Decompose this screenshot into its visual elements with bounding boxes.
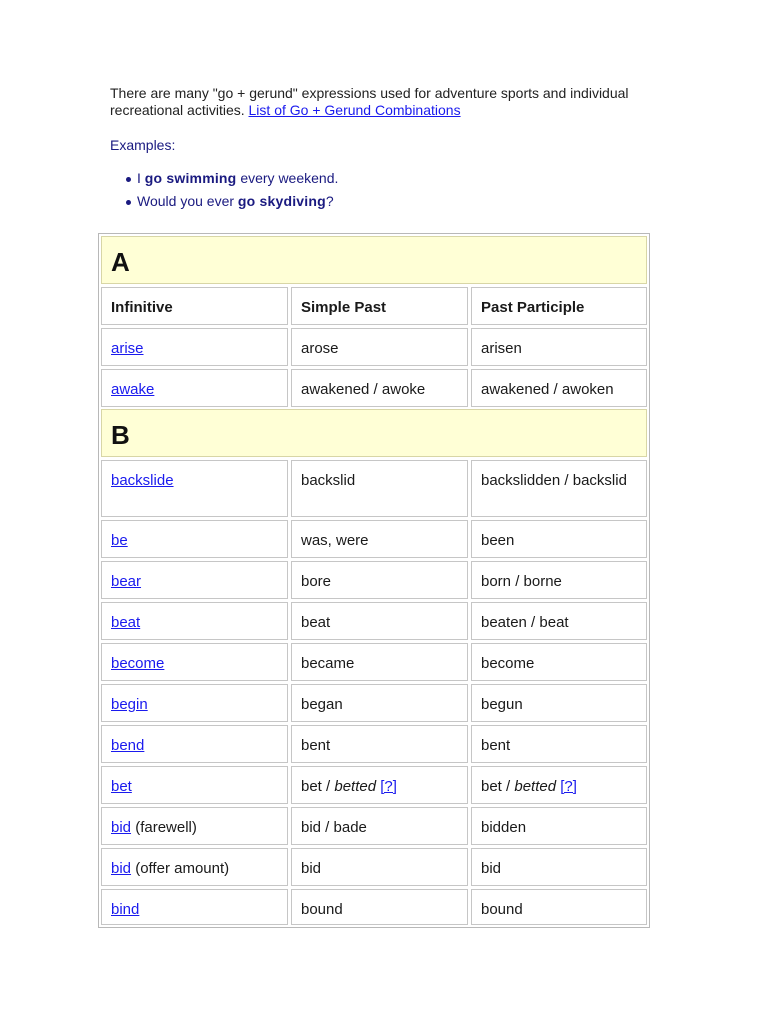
verb-link[interactable]: beat bbox=[111, 614, 141, 631]
table-row bbox=[101, 643, 647, 681]
reference-link[interactable]: [?] bbox=[560, 778, 577, 795]
past-participle-cell: bet / betted [?] bbox=[471, 766, 647, 804]
verb-note: (offer amount) bbox=[131, 860, 230, 877]
table-row bbox=[101, 725, 647, 763]
column-header-simple-past: Simple Past bbox=[291, 287, 468, 325]
simple-past-cell: arose bbox=[291, 328, 468, 366]
past-participle-cell: become bbox=[471, 643, 647, 681]
past-participle-cell: born / borne bbox=[471, 561, 647, 599]
past-participle-cell: been bbox=[471, 520, 647, 558]
examples-list bbox=[137, 170, 338, 216]
verb-link[interactable]: bet bbox=[111, 778, 132, 795]
column-header-past-participle: Past Participle bbox=[471, 287, 647, 325]
simple-past-cell: began bbox=[291, 684, 468, 722]
verb-link[interactable]: begin bbox=[111, 696, 148, 713]
table-row bbox=[101, 328, 647, 366]
intro-text: There are many "go + gerund" expressions used for adventure sports and individual recreational activities. bbox=[110, 85, 629, 118]
verb-link[interactable]: bear bbox=[111, 573, 142, 590]
verb-note: (farewell) bbox=[131, 819, 197, 836]
simple-past-cell: awakened / awoke bbox=[291, 369, 468, 407]
past-participle-cell: begun bbox=[471, 684, 647, 722]
section-header-a bbox=[101, 236, 647, 284]
reference-link[interactable]: [?] bbox=[380, 778, 397, 795]
table-row bbox=[101, 684, 647, 722]
verb-link[interactable]: become bbox=[111, 655, 165, 672]
intro-paragraph bbox=[110, 85, 650, 119]
verb-link[interactable]: backslide bbox=[111, 472, 174, 489]
past-participle-cell: bent bbox=[471, 725, 647, 763]
simple-past-cell: bent bbox=[291, 725, 468, 763]
table-row bbox=[101, 889, 647, 927]
table-row bbox=[101, 460, 647, 517]
past-participle-cell: bidden bbox=[471, 807, 647, 845]
verb-link[interactable]: bind bbox=[111, 901, 140, 918]
verb-link[interactable]: arise bbox=[111, 340, 144, 357]
past-participle-cell: backslidden / backslid bbox=[471, 460, 647, 517]
section-letter: A bbox=[101, 236, 647, 284]
column-header-row bbox=[101, 287, 647, 325]
examples-label: Examples: bbox=[110, 137, 176, 153]
verb-link[interactable]: be bbox=[111, 532, 128, 549]
section-letter: B bbox=[101, 409, 647, 457]
verb-link[interactable]: bid bbox=[111, 860, 132, 877]
simple-past-cell: bid bbox=[291, 848, 468, 886]
past-participle-cell: bid bbox=[471, 848, 647, 886]
verb-link[interactable]: bid bbox=[111, 819, 132, 836]
simple-past-cell: was, were bbox=[291, 520, 468, 558]
past-participle-cell: beaten / beat bbox=[471, 602, 647, 640]
column-header-infinitive: Infinitive bbox=[101, 287, 288, 325]
simple-past-cell: became bbox=[291, 643, 468, 681]
table-row bbox=[101, 369, 647, 407]
verb-link[interactable]: awake bbox=[111, 381, 155, 398]
example-item: I go swimming every weekend. bbox=[137, 170, 338, 193]
table-row bbox=[101, 561, 647, 599]
simple-past-cell: beat bbox=[291, 602, 468, 640]
section-header-b bbox=[101, 409, 647, 457]
table-row bbox=[101, 602, 647, 640]
example-item: Would you ever go skydiving? bbox=[137, 193, 338, 216]
simple-past-cell: bound bbox=[291, 889, 468, 925]
simple-past-cell: bet / betted [?] bbox=[291, 766, 468, 804]
irregular-verbs-table bbox=[98, 233, 650, 928]
past-participle-cell: awakened / awoken bbox=[471, 369, 647, 407]
table-row bbox=[101, 848, 647, 886]
go-gerund-list-link[interactable]: List of Go + Gerund Combinations bbox=[248, 102, 461, 118]
simple-past-cell: backslid bbox=[291, 460, 468, 517]
table-row bbox=[101, 807, 647, 845]
table-row bbox=[101, 766, 647, 804]
simple-past-cell: bore bbox=[291, 561, 468, 599]
past-participle-cell: bound bbox=[471, 889, 647, 925]
simple-past-cell: bid / bade bbox=[291, 807, 468, 845]
verb-link[interactable]: bend bbox=[111, 737, 145, 754]
table-row bbox=[101, 520, 647, 558]
past-participle-cell: arisen bbox=[471, 328, 647, 366]
